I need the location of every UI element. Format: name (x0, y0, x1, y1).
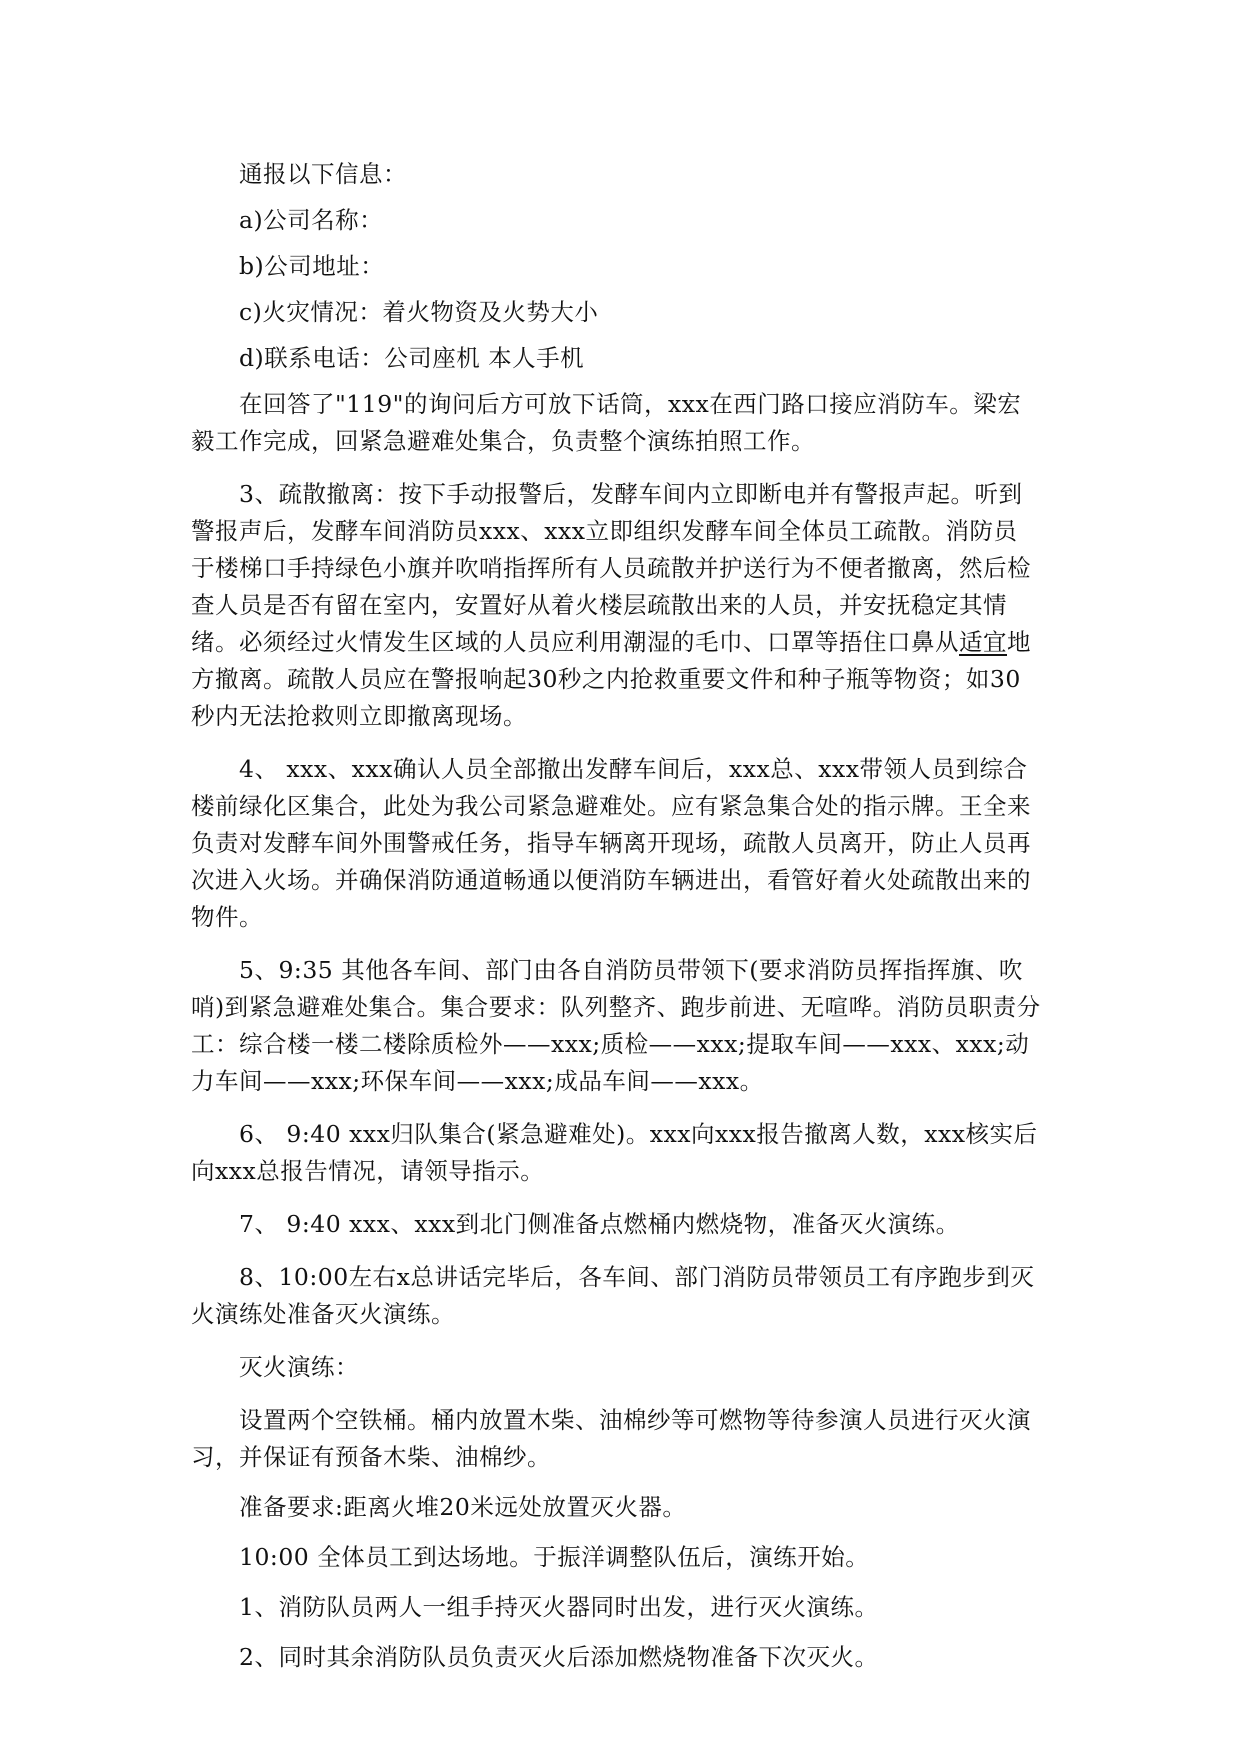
evacuation-text-before: 3、疏散撤离：按下手动报警后，发酵车间内立即断电并有警报声起。听到警报声后，发酵车间消防员xxx、xxx立即组织发酵车间全体员工疏散。消防员于楼梯口手持绿色小旗并吹哨指挥所有人员疏散并护送行为不便者撤离，然后检查人员是否有留在室内，安置好从着火楼层疏散出来的人员，并安抚稳定其情绪。必须经过火情发生区域的人员应利用潮湿的毛巾、口罩等捂住口鼻从 (191, 480, 1031, 656)
drill-preparation: 准备要求:距离火堆20米远处放置灭火器。 (239, 1493, 687, 1521)
drill-setup: 设置两个空铁桶。桶内放置木柴、油棉纱等可燃物等待参演人员进行灭火演习，并保证有预备木柴、油棉纱。 (191, 1406, 1031, 1471)
notify-heading: 通报以下信息： (239, 160, 407, 188)
document-body (191, 156, 1041, 1689)
paragraph-prepare-burning: 7、 9:40 xxx、xxx到北门侧准备点燃桶内燃烧物，准备灭火演练。 (239, 1210, 960, 1238)
drill-heading: 灭火演练： (239, 1353, 359, 1381)
paragraph-departments-assembly: 5、9:35 其他各车间、部门由各自消防员带领下(要求消防员挥指挥旗、吹哨)到紧急避难处集合。集合要求：队列整齐、跑步前进、无喧哗。消防员职责分工：综合楼一楼二楼除质检外——xxx;质检——xxx;提取车间——xxx、xxx;动力车间——xxx;环保车间——xxx;成品车间——xxx。 (191, 956, 1041, 1095)
drill-step-1: 1、消防队员两人一组手持灭火器同时出发，进行灭火演练。 (239, 1593, 879, 1621)
paragraph-headcount-report: 6、 9:40 xxx归队集合(紧急避难处)。xxx向xxx报告撤离人数，xxx核实后向xxx总报告情况，请领导指示。 (191, 1120, 1038, 1185)
paragraph-evacuation (191, 476, 1041, 735)
info-item-company-address: b)公司地址： (239, 252, 385, 280)
drill-step-2: 2、同时其余消防队员负责灭火后添加燃烧物准备下次灭火。 (239, 1643, 879, 1671)
info-item-fire-situation: c)火灾情况：着火物资及火势大小 (239, 298, 599, 326)
info-item-contact-phone: d)联系电话：公司座机 本人手机 (239, 344, 585, 372)
paragraph-119-call: 在回答了"119"的询问后方可放下话筒，xxx在西门路口接应消防车。梁宏毅工作完成，回紧急避难处集合，负责整个演练拍照工作。 (191, 390, 1022, 455)
info-item-company-name: a)公司名称： (239, 206, 384, 234)
drill-start: 10:00 全体员工到达场地。于振洋调整队伍后，演练开始。 (239, 1543, 870, 1571)
evacuation-text-after: 地方撤离。疏散人员应在警报响起30秒之内抢救重要文件和种子瓶等物资；如30秒内无法抢救则立即撤离现场。 (191, 628, 1031, 730)
paragraph-assembly: 4、 xxx、xxx确认人员全部撤出发酵车间后，xxx总、xxx带领人员到综合楼前绿化区集合，此处为我公司紧急避难处。应有紧急集合处的指示牌。王全来负责对发酵车间外围警戒任务，指导车辆离开现场，疏散人员离开，防止人员再次进入火场。并确保消防通道畅通以便消防车辆进出，看管好着火处疏散出来的物件。 (191, 755, 1031, 931)
paragraph-move-to-drill: 8、10:00左右x总讲话完毕后，各车间、部门消防员带领员工有序跑步到灭火演练处准备灭火演练。 (191, 1263, 1035, 1328)
evacuation-underlined-text: 适宜 (959, 628, 1007, 656)
